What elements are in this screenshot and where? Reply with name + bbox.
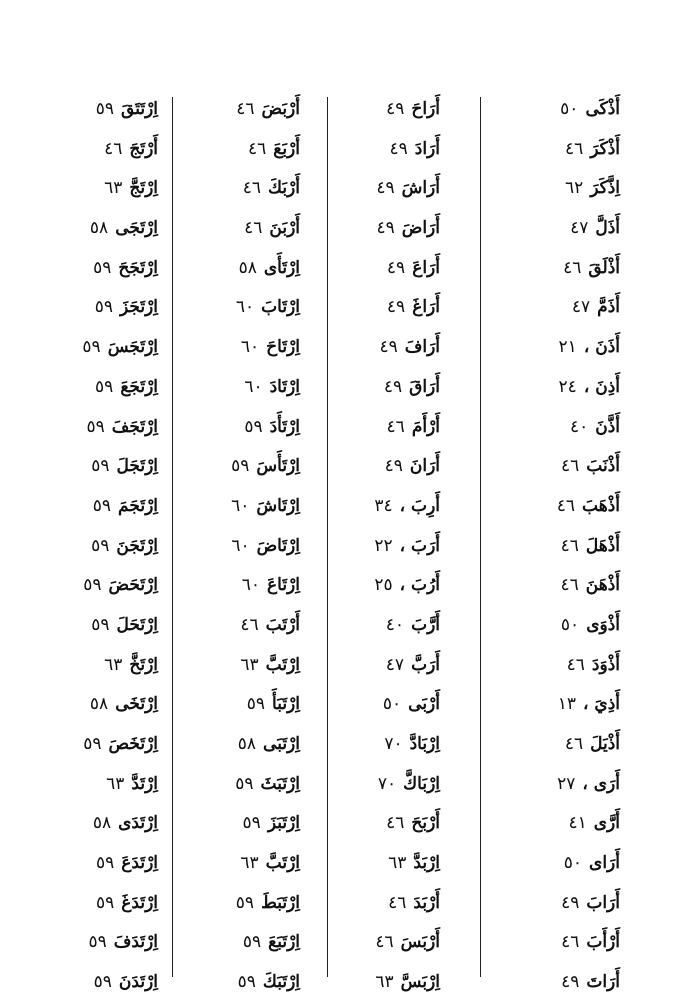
index-entry <box>24 288 158 328</box>
entry-word: اِرْتَخَصَ <box>108 734 158 754</box>
entry-reference-number: ٥٩ <box>93 972 112 993</box>
index-entry <box>470 130 620 170</box>
index-entry <box>172 328 300 368</box>
entry-reference-number: ٥٩ <box>235 773 254 794</box>
entry-word: أَرْتَبَ <box>265 614 300 635</box>
entry-word: اِرْبَسَّ <box>400 972 440 993</box>
entry-word: أَرَاقَ <box>409 376 440 397</box>
entry-word: اِرْتَحَضَ <box>108 575 158 596</box>
index-entry <box>172 566 300 606</box>
entry-reference-number: ٦٣ <box>375 972 394 993</box>
entry-word: اِرْتَتَقَ <box>121 99 158 119</box>
index-entry <box>24 923 158 963</box>
index-entry <box>172 130 300 170</box>
index-entry <box>172 527 300 567</box>
entry-reference-number: ٥٩ <box>93 257 112 278</box>
index-entry <box>24 606 158 646</box>
index-entry <box>470 844 620 884</box>
entry-reference-number: ٥٩ <box>95 376 114 397</box>
entry-reference-number: ٢٢ <box>374 535 393 556</box>
entry-reference-number: ٥٩ <box>242 813 261 834</box>
entry-reference-number: ٦٣ <box>106 773 125 794</box>
index-entry <box>172 169 300 209</box>
entry-reference-number: ٥٩ <box>92 495 112 516</box>
entry-word: اِرْتَابَ <box>261 297 300 318</box>
index-entry <box>172 209 300 249</box>
index-entry <box>470 685 620 725</box>
entry-reference-number: ٤٦ <box>242 178 261 199</box>
entry-word: أَرْتَجَ <box>129 138 158 159</box>
entry-reference-number: ٤٦ <box>236 99 255 119</box>
entry-reference-number: ١٣ <box>557 694 576 715</box>
entry-word: أَذْوَى <box>586 614 620 635</box>
entry-reference-number: ٤٩ <box>383 376 403 397</box>
index-entry <box>172 606 300 646</box>
entry-word: اِرْتَبَى <box>263 734 300 754</box>
entry-reference-number: ٦٠ <box>241 575 260 596</box>
entry-reference-number: ٥٠ <box>560 99 579 119</box>
entry-reference-number: ٥٨ <box>238 257 257 278</box>
index-entry <box>470 963 620 1003</box>
entry-reference-number: ٤٦ <box>104 138 123 159</box>
entry-reference-number: ٤٦ <box>388 892 407 913</box>
column-divider <box>172 97 173 977</box>
entry-reference-number: ٥٩ <box>82 337 101 358</box>
entry-word: أَرَاعَ <box>412 257 440 278</box>
index-entry <box>322 209 440 249</box>
entry-word: اِرْبَدَّ <box>413 853 440 874</box>
entry-word: أَذْهَلَ <box>585 535 620 556</box>
entry-word: اِرْتَبَعَ <box>268 932 300 953</box>
index-entry <box>322 884 440 924</box>
entry-word: أَرْبَحَ <box>411 813 440 834</box>
index-entry <box>24 209 158 249</box>
entry-word: أَرْأَبَ <box>586 932 620 953</box>
index-entry <box>24 447 158 487</box>
entry-reference-number: ٤٩ <box>561 892 580 913</box>
index-entry <box>470 487 620 527</box>
entry-word: اِرْتَبَّ <box>265 853 300 874</box>
entry-word: أَرْبَعَ <box>273 138 300 159</box>
entry-reference-number: ٤١ <box>568 813 587 834</box>
entry-reference-number: ٦٠ <box>240 337 260 358</box>
entry-word: أَرَاغَ <box>412 297 440 318</box>
entry-reference-number: ٢٧ <box>557 773 576 794</box>
entry-reference-number: ٤٩ <box>376 178 395 199</box>
index-entry <box>322 130 440 170</box>
index-entry <box>470 368 620 408</box>
index-entry <box>172 288 300 328</box>
entry-word: أَرْبَضَ <box>261 99 300 119</box>
index-entry <box>470 606 620 646</box>
entry-reference-number: ٥٨ <box>89 218 109 239</box>
entry-reference-number: ٥٩ <box>96 892 115 913</box>
index-entry <box>322 804 440 844</box>
entry-reference-number: ٤٦ <box>386 416 405 437</box>
index-entry <box>322 408 440 448</box>
entry-word: أَذْنَبَ <box>586 456 620 477</box>
entry-word: أَرَى ، <box>582 773 620 794</box>
entry-word: أَرَاشَ <box>401 178 440 199</box>
index-entry <box>24 725 158 765</box>
index-entry <box>172 447 300 487</box>
entry-reference-number: ٤٦ <box>564 734 584 754</box>
index-entry <box>470 288 620 328</box>
index-entry <box>24 963 158 1003</box>
entry-reference-number: ٥٠ <box>560 614 580 635</box>
entry-reference-number: ٥٩ <box>94 297 113 318</box>
entry-reference-number: ٤٦ <box>244 218 263 239</box>
index-column-4 <box>24 90 158 1003</box>
index-entry <box>172 765 300 805</box>
entry-word: أَرْأَمَ <box>411 416 440 437</box>
entry-word: أَذَنَ ، <box>583 337 620 358</box>
entry-reference-number: ٤٩ <box>386 257 406 278</box>
index-entry <box>470 90 620 130</box>
entry-word: اِرْتَجَنَ <box>116 535 158 556</box>
index-entry <box>322 169 440 209</box>
index-entry <box>24 408 158 448</box>
index-entry <box>470 328 620 368</box>
entry-reference-number: ٤٦ <box>561 456 580 477</box>
entry-reference-number: ٦٠ <box>244 376 263 397</box>
index-entry <box>24 844 158 884</box>
entry-word: اِرْتَحَلَ <box>116 614 158 635</box>
entry-word: أَرَابَ <box>586 892 620 913</box>
index-entry <box>470 884 620 924</box>
index-entry <box>24 884 158 924</box>
entry-word: اِرْتَدَّ <box>131 773 158 794</box>
entry-reference-number: ٥٩ <box>242 932 262 953</box>
entry-word: اِرْتَاعَ <box>267 575 300 596</box>
entry-reference-number: ٥٩ <box>231 456 250 477</box>
entry-word: أَرَاضَ <box>401 218 440 239</box>
entry-reference-number: ٤٦ <box>561 932 580 953</box>
index-entry <box>470 249 620 289</box>
entry-word: اِرْتَادَ <box>269 376 300 397</box>
entry-word: اِرْتَاشَ <box>256 495 300 516</box>
entry-word: أَذْكَى <box>585 99 620 119</box>
index-column-3 <box>172 90 300 1003</box>
entry-word: أَرُبَ ، <box>399 575 440 596</box>
index-entry <box>24 646 158 686</box>
entry-word: اِرْتَدَى <box>118 813 158 834</box>
entry-reference-number: ٥٩ <box>96 853 115 874</box>
entry-word: أَرِبَ ، <box>399 495 440 516</box>
entry-word: اِرْتَدَنَ <box>118 972 158 993</box>
index-entry <box>322 527 440 567</box>
entry-reference-number: ٥٨ <box>89 694 109 715</box>
entry-word: اِرْتَأَى <box>263 257 300 278</box>
index-entry <box>470 923 620 963</box>
entry-reference-number: ٥٨ <box>92 813 112 834</box>
entry-reference-number: ٦٢ <box>564 178 584 199</box>
index-entry <box>172 923 300 963</box>
index-entry <box>322 606 440 646</box>
index-entry <box>322 487 440 527</box>
index-entry <box>322 765 440 805</box>
index-entry <box>172 844 300 884</box>
entry-reference-number: ٥٩ <box>95 99 115 119</box>
entry-reference-number: ٦٠ <box>231 495 250 516</box>
entry-word: اِرْتَجَلَ <box>116 456 158 477</box>
index-entry <box>322 646 440 686</box>
entry-reference-number: ٦٠ <box>235 297 255 318</box>
entry-reference-number: ٤٩ <box>386 297 406 318</box>
entry-word: أَذْهَبَ <box>582 495 620 516</box>
entry-word: أَرْبَكَ <box>268 178 300 199</box>
entry-reference-number: ٥٩ <box>83 734 102 754</box>
entry-word: أَذِنَ ، <box>583 376 620 397</box>
entry-reference-number: ٢٤ <box>558 376 577 397</box>
entry-reference-number: ٥٩ <box>235 892 255 913</box>
entry-reference-number: ٤٦ <box>375 932 394 953</box>
entry-word: اِرْتَجَّ <box>129 178 158 199</box>
index-entry <box>172 249 300 289</box>
entry-word: اِرْتَأَسَ <box>256 456 300 477</box>
entry-reference-number: ٥٠ <box>382 694 402 715</box>
entry-reference-number: ٥٩ <box>237 972 256 993</box>
entry-word: أَرَاى <box>589 853 620 874</box>
entry-word: أَذِيَ ، <box>582 694 620 715</box>
entry-reference-number: ٦٣ <box>388 853 407 874</box>
entry-reference-number: ٥٩ <box>88 932 107 953</box>
entry-word: أَذَلَّ <box>595 218 620 239</box>
index-entry <box>24 169 158 209</box>
entry-reference-number: ٤٩ <box>561 972 580 993</box>
entry-reference-number: ٤٩ <box>389 138 408 159</box>
index-entry <box>322 844 440 884</box>
index-entry <box>470 408 620 448</box>
entry-word: اِرْتَجَحَ <box>118 257 158 278</box>
index-entry <box>322 963 440 1003</box>
entry-word: أَرَبَ ، <box>399 535 440 556</box>
entry-word: اِرْبَاكَّ <box>403 773 440 794</box>
index-entry <box>470 527 620 567</box>
index-entry <box>322 447 440 487</box>
column-divider <box>327 97 328 977</box>
entry-reference-number: ٦٣ <box>104 654 123 675</box>
index-entry <box>24 90 158 130</box>
entry-word: أَذْهَنَ <box>585 575 620 596</box>
index-entry <box>172 646 300 686</box>
index-entry <box>322 566 440 606</box>
index-entry <box>24 487 158 527</box>
entry-word: أَرْبَسَ <box>400 932 440 953</box>
index-entry <box>470 566 620 606</box>
entry-word: أَرَانَ <box>409 456 440 477</box>
entry-reference-number: ٦٠ <box>231 535 250 556</box>
entry-reference-number: ٢٥ <box>374 575 393 596</box>
entry-word: أَرَاحَ <box>411 99 440 119</box>
entry-word: اِرْتَجَفَ <box>111 416 158 437</box>
entry-reference-number: ٣٤ <box>374 495 393 516</box>
entry-word: اِرْتَدَفَ <box>113 932 158 953</box>
entry-word: اِرْتَاضَ <box>256 535 300 556</box>
entry-reference-number: ٤٧ <box>385 654 405 675</box>
entry-word: أَذْيَلَ <box>590 734 620 754</box>
entry-reference-number: ٥٩ <box>91 456 110 477</box>
entry-reference-number: ٥٩ <box>244 416 263 437</box>
entry-word: اِرْتَاحَ <box>266 337 300 358</box>
entry-word: اِرْتَبَكَ <box>262 972 300 993</box>
entry-reference-number: ٤٦ <box>560 575 579 596</box>
index-entry <box>24 765 158 805</box>
index-entry <box>24 804 158 844</box>
entry-reference-number: ٤٦ <box>566 654 585 675</box>
index-entry <box>24 527 158 567</box>
entry-word: اِرْتَدَعَ <box>121 853 158 874</box>
index-entry <box>172 408 300 448</box>
entry-word: اِرْتَبَأَ <box>272 694 300 715</box>
entry-reference-number: ٦٣ <box>104 178 123 199</box>
entry-word: اِرْتَخَى <box>115 694 158 715</box>
entry-word: أَرَاتَ <box>586 972 620 993</box>
entry-reference-number: ٥٠ <box>563 853 583 874</box>
index-entry <box>322 328 440 368</box>
entry-reference-number: ٤٩ <box>386 99 405 119</box>
entry-reference-number: ٦٣ <box>240 853 259 874</box>
index-entry <box>322 685 440 725</box>
entry-word: أَرْبَنَ <box>269 218 300 239</box>
entry-word: اِرْتَبَثَ <box>260 773 300 794</box>
index-entry <box>470 804 620 844</box>
entry-reference-number: ٧٠ <box>384 734 403 754</box>
index-entry <box>172 685 300 725</box>
entry-reference-number: ٤٩ <box>384 456 403 477</box>
entry-word: أَذْكَرَ <box>590 138 620 159</box>
index-entry <box>24 249 158 289</box>
entry-word: اِرْتَبَّ <box>265 654 300 675</box>
index-entry <box>24 566 158 606</box>
entry-reference-number: ٤٠ <box>385 614 405 635</box>
entry-word: اِرْتَجَمَ <box>118 495 158 516</box>
index-entry <box>24 368 158 408</box>
index-entry <box>24 130 158 170</box>
entry-word: أَرَبَّ <box>411 654 440 675</box>
index-entry <box>322 249 440 289</box>
index-entry <box>172 804 300 844</box>
index-entry <box>24 685 158 725</box>
entry-word: أَرَادَ <box>414 138 440 159</box>
index-entry <box>172 90 300 130</box>
index-entry <box>172 368 300 408</box>
entry-word: أَرَّبَ <box>411 614 440 635</box>
index-entry <box>470 447 620 487</box>
entry-word: أَرْبَى <box>408 694 440 715</box>
entry-word: أَرْبَدَ <box>413 892 440 913</box>
entry-reference-number: ٤٦ <box>556 495 576 516</box>
entry-reference-number: ٥٩ <box>86 416 105 437</box>
index-entry <box>470 646 620 686</box>
entry-reference-number: ٤٩ <box>376 218 395 239</box>
index-entry <box>172 487 300 527</box>
entry-reference-number: ٧٠ <box>377 773 397 794</box>
index-entry <box>470 765 620 805</box>
index-entry <box>470 209 620 249</box>
entry-reference-number: ٥٨ <box>237 734 257 754</box>
entry-word: اِرْتَدَغَ <box>121 892 158 913</box>
entry-word: أَرَافَ <box>404 337 440 358</box>
index-entry <box>322 288 440 328</box>
index-column-2 <box>322 90 440 1003</box>
entry-reference-number: ٤٩ <box>379 337 398 358</box>
entry-word: أَرَّى <box>593 813 620 834</box>
index-entry <box>322 368 440 408</box>
entry-reference-number: ٤٧ <box>571 297 591 318</box>
entry-word: اِرْتَجَى <box>115 218 158 239</box>
column-divider <box>480 97 481 977</box>
entry-word: اِرْتَخَّ <box>129 654 158 675</box>
index-entry <box>470 169 620 209</box>
entry-word: اِرْتَجَعَ <box>120 376 158 397</box>
entry-reference-number: ٥٩ <box>91 614 110 635</box>
entry-word: أَذْلَقَ <box>588 257 620 278</box>
entry-reference-number: ٢١ <box>558 337 577 358</box>
entry-reference-number: ٥٩ <box>91 535 110 556</box>
entry-word: أَذَمَّ <box>597 297 620 318</box>
entry-reference-number: ٤٦ <box>386 813 405 834</box>
entry-reference-number: ٤٠ <box>569 416 589 437</box>
index-entry <box>172 884 300 924</box>
entry-reference-number: ٦٣ <box>240 654 259 675</box>
entry-word: اِرْبَادَّ <box>409 734 440 754</box>
index-entry <box>172 725 300 765</box>
entry-word: اِرْتَجَسَ <box>107 337 158 358</box>
index-entry <box>172 963 300 1003</box>
entry-reference-number: ٤٦ <box>240 614 259 635</box>
index-entry <box>322 725 440 765</box>
entry-reference-number: ٤٧ <box>570 218 589 239</box>
entry-reference-number: ٥٩ <box>83 575 102 596</box>
entry-reference-number: ٤٦ <box>564 138 584 159</box>
index-entry <box>470 725 620 765</box>
index-entry <box>24 328 158 368</box>
entry-word: أَذَّنَ <box>595 416 620 437</box>
index-entry <box>322 90 440 130</box>
entry-word: اِذَّكَرَ <box>590 178 620 199</box>
entry-word: أَذْوَدَ <box>591 654 620 675</box>
entry-word: اِرْتَأَدَ <box>269 416 300 437</box>
entry-reference-number: ٤٦ <box>563 257 582 278</box>
entry-reference-number: ٤٦ <box>560 535 579 556</box>
index-column-1 <box>470 90 620 1003</box>
entry-reference-number: ٤٦ <box>248 138 267 159</box>
entry-reference-number: ٥٩ <box>246 694 266 715</box>
index-entry <box>322 923 440 963</box>
entry-word: اِرْتَبَزَ <box>267 813 300 834</box>
entry-word: اِرْتَبَطَ <box>261 892 300 913</box>
entry-word: اِرْتَجَزَ <box>119 297 158 318</box>
